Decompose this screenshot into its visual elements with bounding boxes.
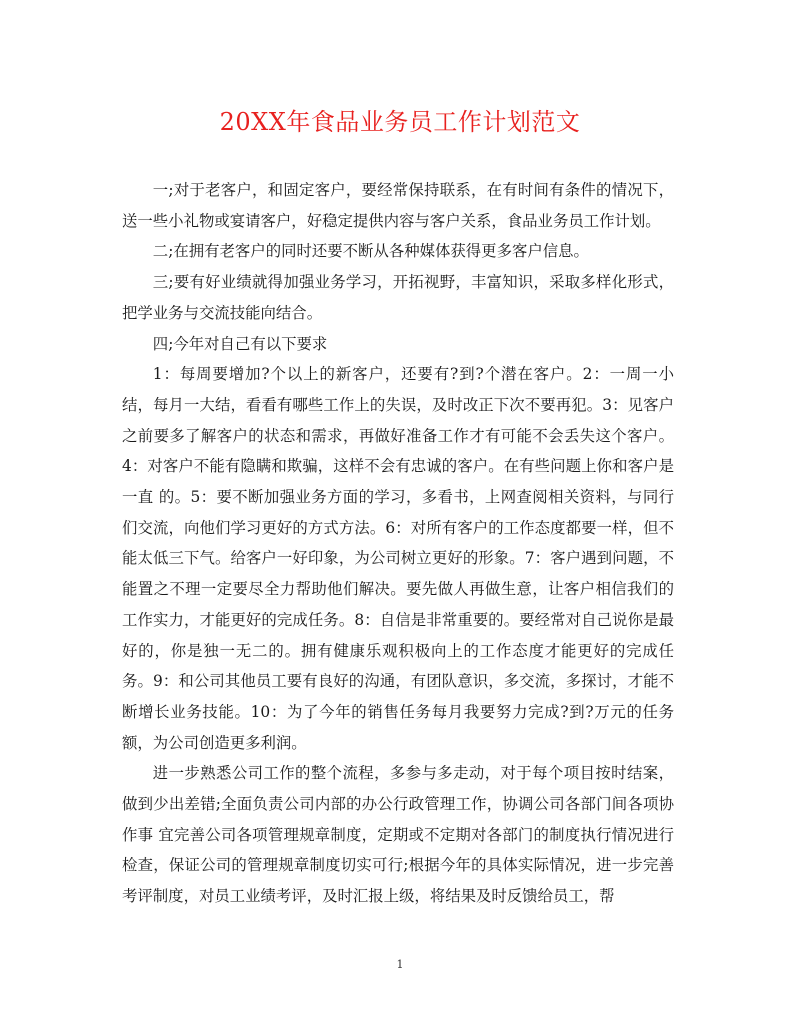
paragraph-5: 1：每周要增加?个以上的新客户，还要有?到?个潜在客户。2：一周一小结，每月一大结，看看有哪些工作上的失误，及时改正下次不要再犯。3：见客户之前要多了解客户的状态和需求，再做好准备工作才有可能不会丢失这个客户。4：对客户不能有隐瞒和欺骗，这样不会有忠诚的客户。在有些问题上你和客户是一直 的。5：要不断加强业务方面的学习，多看书，上网查阅相关资料，与同行们交流，向他们学习更好的方式方法。6：对所有客户的工作态度都要一样，但不能太低三下气。给客户一好印象，为公司树立更好的形象。7：客户遇到问题，不能置之不理一定要尽全力帮助他们解决。要先做人再做生意，让客户相信我们的工作实力，才能更好的完成任务。8：自信是非常重要的。要经常对自己说你是最好的，你是独一无二的。拥有健康乐观积极向上的工作态度才能更好的完成任务。9：和公司其他员工要有良好的沟通，有团队意识，多交流，多探讨，才能不断增长业务技能。10：为了今年的销售任务每月我要努力完成?到?万元的任务额，为公司创造更多利润。 bbox=[122, 365, 674, 752]
paragraph-2: 二;在拥有老客户的同时还要不断从各种媒体获得更多客户信息。 bbox=[152, 242, 589, 261]
paragraph-3: 三;要有好业绩就得加强业务学习，开拓视野，丰富知识，采取多样化形式，把学业务与交流技能向结合。 bbox=[122, 273, 674, 322]
paragraph-6: 进一步熟悉公司工作的整个流程，多参与多走动，对于每个项目按时结案，做到少出差错;全面负责公司内部的办公行政管理工作，协调公司各部门间各项协作事 宜完善公司各项管理规章制度，定期或不定期对各部门的制度执行情况进行检查，保证公司的管理规章制度切实可行;根据今年的具体实际情况，进一步完善考评制度，对员工业绩考评，及时汇报上级，将结果及时反馈给员工，帮 bbox=[122, 764, 674, 906]
paragraph-4: 四;今年对自己有以下要求 bbox=[152, 334, 328, 353]
page-number: 1 bbox=[396, 958, 404, 971]
paragraph-1: 一;对于老客户，和固定客户，要经常保持联系，在有时间有条件的情况下，送一些小礼物或宴请客户，好稳定提供内容与客户关系，食品业务员工作计划。 bbox=[122, 181, 674, 230]
document-body bbox=[122, 175, 674, 912]
document-title: 20XX年食品业务员工作计划范文 bbox=[219, 108, 581, 136]
